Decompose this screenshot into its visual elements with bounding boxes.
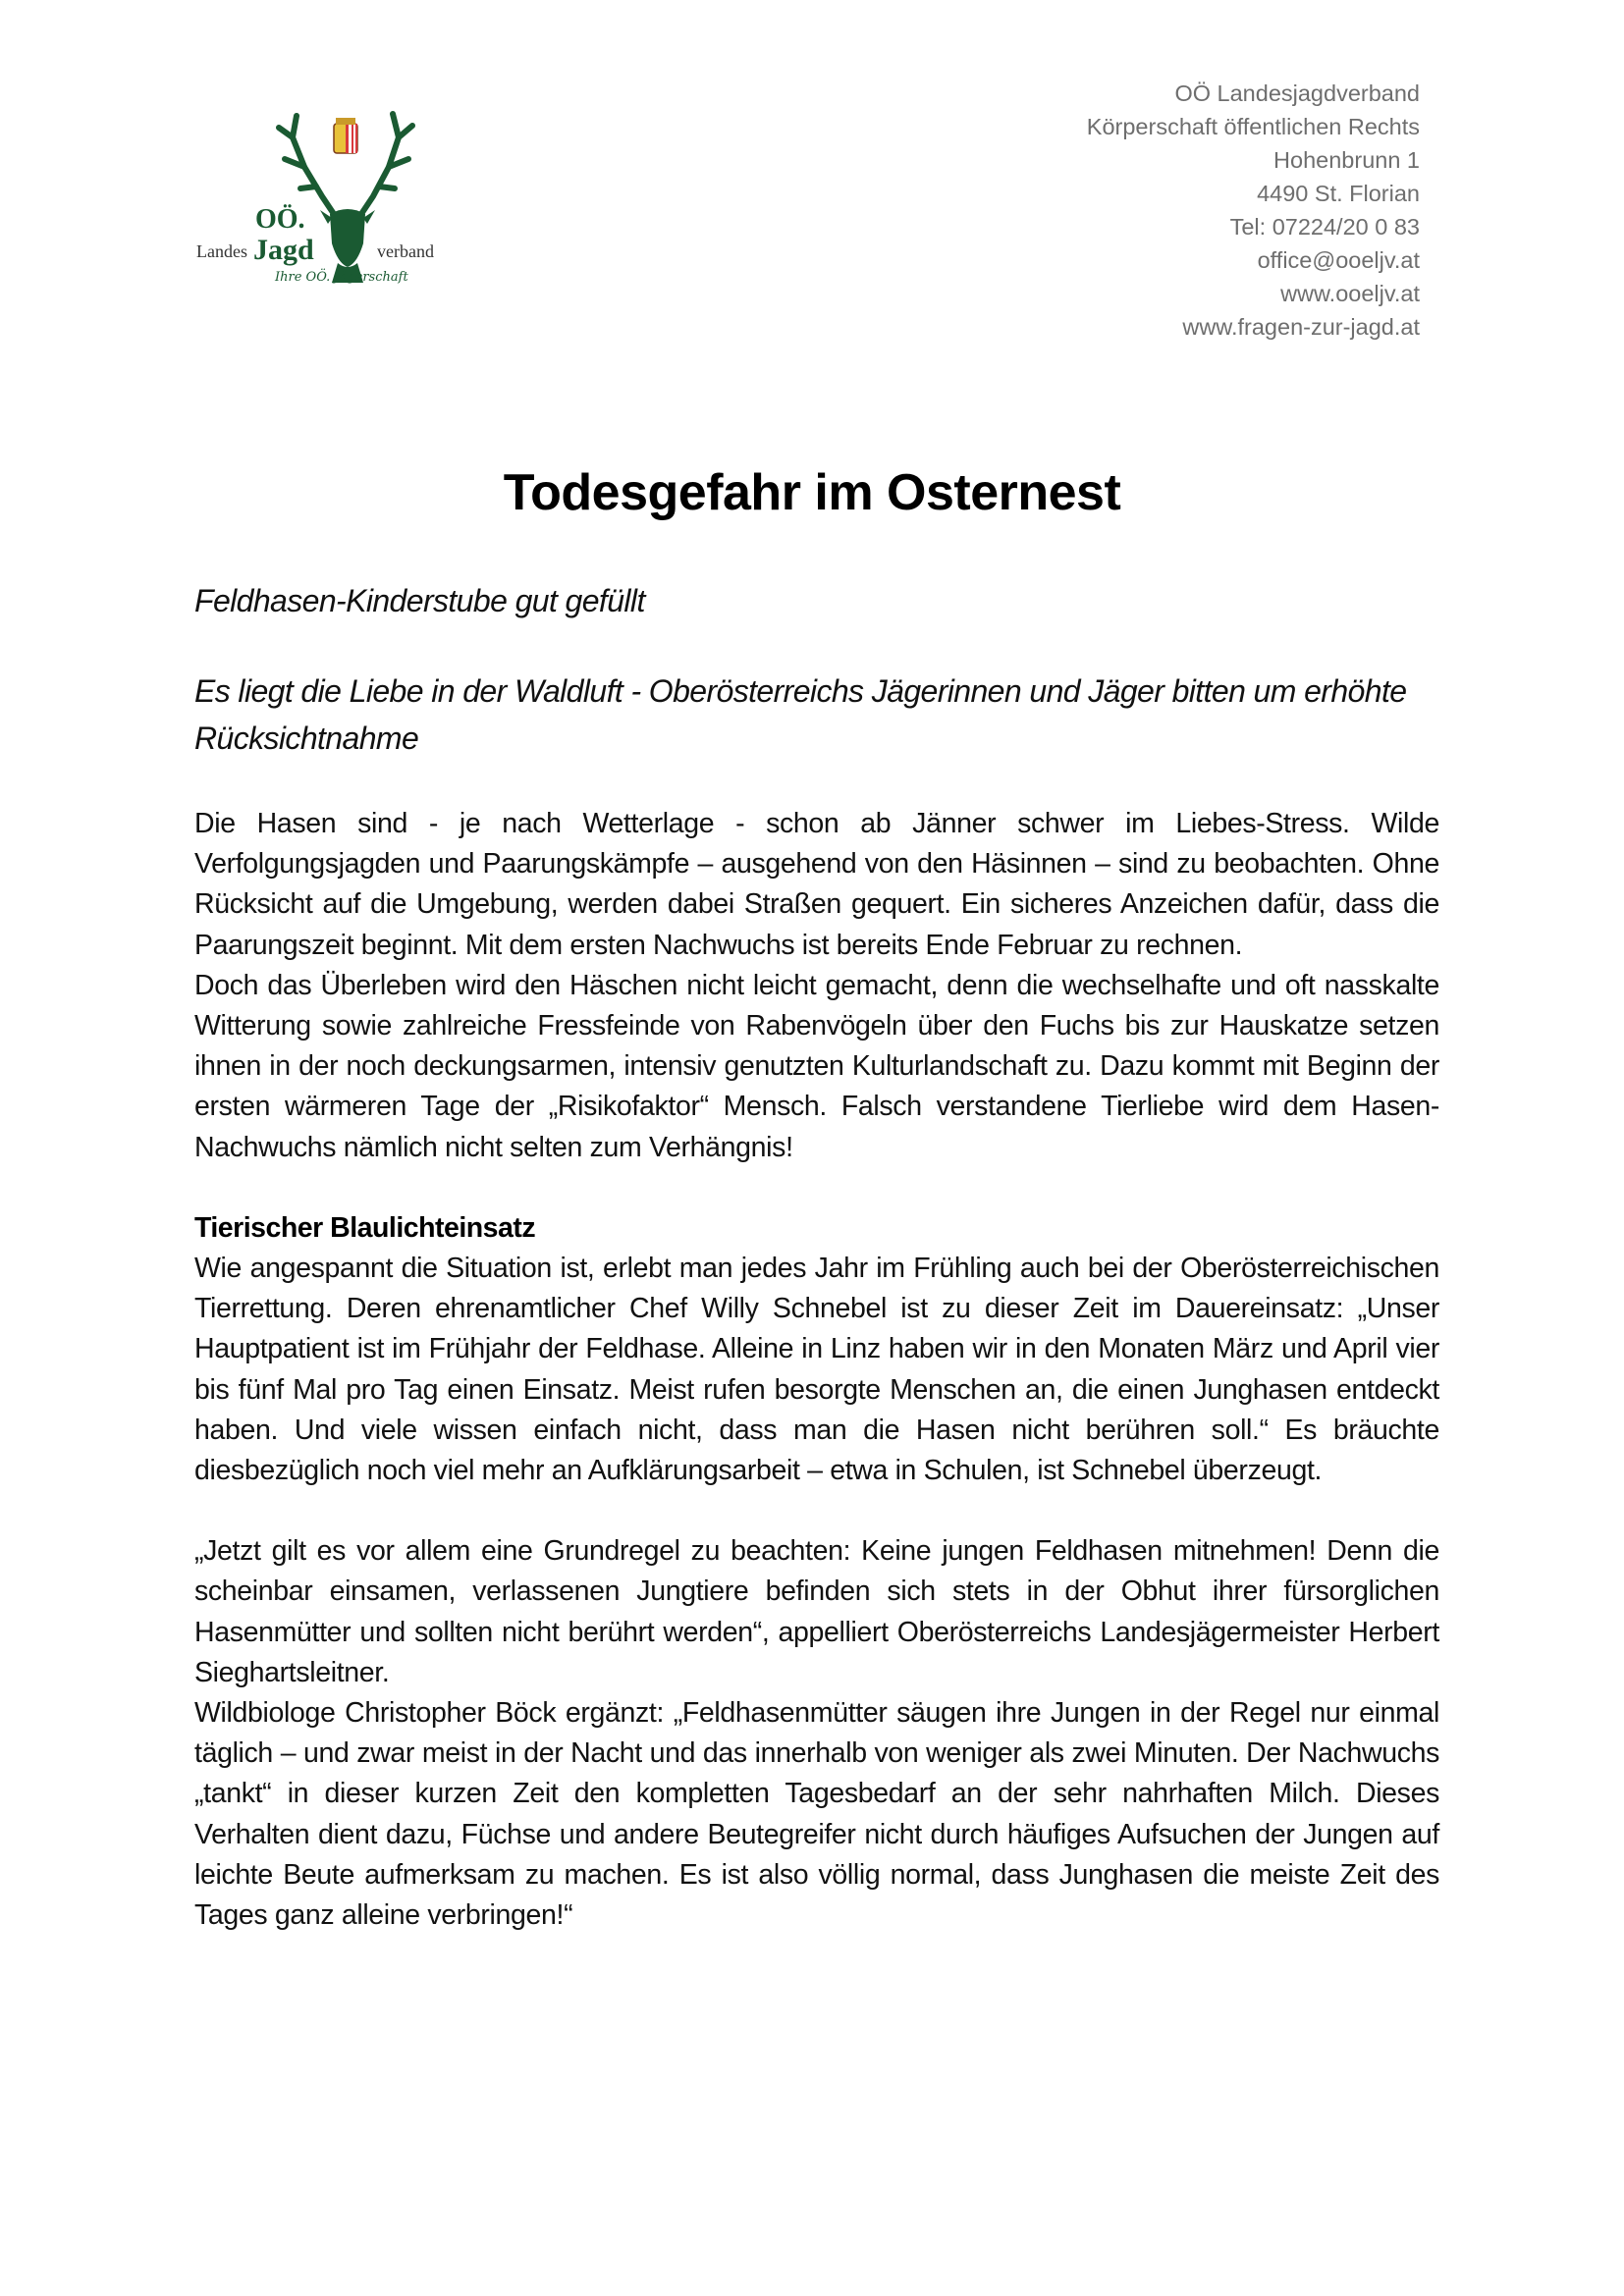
logo-text-landes: Landes [196, 241, 247, 261]
article-subtitle: Feldhasen-Kinderstube gut gefüllt [194, 583, 645, 618]
org-street: Hohenbrunn 1 [1273, 147, 1420, 173]
logo-text-verband: verband [377, 241, 434, 261]
section-heading: Tierischer Blaulichteinsatz [194, 1211, 536, 1244]
org-website-secondary[interactable]: www.fragen-zur-jagd.at [1182, 314, 1420, 340]
article-body [194, 579, 1439, 1936]
letterhead-address [1087, 77, 1420, 344]
org-city: 4490 St. Florian [1257, 181, 1420, 206]
paragraph: Doch das Überleben wird den Häschen nicht leicht gemacht, denn die wechselhafte und oft nasskalte Witterung sowie zahlreiche Fressfeinde von Rabenvögeln über den Fuchs bis zur Hauskatze setzen ihnen in der noch deckungsarmen, intensiv genutzten Kulturlandschaft zu. Dazu kommt mit Beginn der ersten wärmeren Tage der „Risikofaktor“ Mensch. Falsch verstandene Tierliebe wird dem Hasen-Nachwuchs nämlich nicht selten zum Verhängnis! [194, 969, 1439, 1163]
org-name: OÖ Landesjagdverband [1174, 80, 1420, 106]
org-website[interactable]: www.ooeljv.at [1280, 281, 1420, 306]
paragraph: Wie angespannt die Situation ist, erlebt man jedes Jahr im Frühling auch bei der Oberösterreichischen Tierrettung. Deren ehrenamtlicher Chef Willy Schnebel ist zu dieser Zeit im Dauereinsatz: „Unser Hauptpatient ist im Frühjahr der Feldhase. Alleine in Linz haben wir in den Monaten März und April vier bis fünf Mal pro Tag einen Einsatz. Meist rufen besorgte Menschen an, die einen Junghasen entdeckt haben. Und viele wissen einfach nicht, dass man die Hasen nicht berühren soll.“ Es bräuchte diesbezüglich noch viel mehr an Aufklärungsarbeit – etwa in Schulen, ist Schnebel überzeugt. [194, 1253, 1439, 1487]
article-title: Todesgefahr im Osternest [503, 464, 1121, 521]
organization-logo [194, 98, 460, 294]
logo-text-ooe: OÖ. [255, 204, 305, 235]
org-phone: Tel: 07224/20 0 83 [1229, 214, 1420, 240]
stag-head-logo-icon [194, 98, 460, 294]
paragraph: Die Hasen sind - je nach Wetterlage - schon ab Jänner schwer im Liebes-Stress. Wilde Verfolgungsjagden und Paarungskämpfe – ausgehend von den Häsinnen – sind zu beobachten. Ohne Rücksicht auf die Umgebung, werden dabei Straßen gequert. Ein sicheres Anzeichen dafür, dass die Paarungszeit beginnt. Mit dem ersten Nachwuchs ist bereits Ende Februar zu rechnen. [194, 808, 1439, 961]
logo-text-jagd: Jagd [253, 234, 314, 266]
org-legal-form: Körperschaft öffentlichen Rechts [1086, 114, 1420, 139]
article-lead: Es liegt die Liebe in der Waldluft - Oberösterreichs Jägerinnen und Jäger bitten um erhöhte Rücksichtnahme [194, 673, 1407, 756]
org-email[interactable]: office@ooeljv.at [1257, 247, 1420, 273]
paragraph: „Jetzt gilt es vor allem eine Grundregel zu beachten: Keine jungen Feldhasen mitnehmen! Denn die scheinbar einsamen, verlassenen Jungtiere befinden sich stets in der Obhut ihrer fürsorglichen Hasenmütter und sollten nicht berührt werden“, appelliert Oberösterreichs Landesjägermeister Herbert Sieghartsleitner. [194, 1535, 1439, 1688]
logo-tagline: Ihre OÖ. Jägerschaft [275, 270, 408, 285]
paragraph: Wildbiologe Christopher Böck ergänzt: „Feldhasenmütter säugen ihre Jungen in der Regel nur einmal täglich – und zwar meist in der Nacht und das innerhalb von weniger als zwei Minuten. Der Nachwuchs „tankt“ in dieser kurzen Zeit den kompletten Tagesbedarf an der sehr nahrhaften Milch. Dieses Verhalten dient dazu, Füchse und andere Beutegreifer nicht durch häufiges Aufsuchen der Jungen auf leichte Beute aufmerksam zu machen. Es ist also völlig normal, dass Junghasen die meiste Zeit des Tages ganz alleine verbringen!“ [194, 1697, 1439, 1932]
